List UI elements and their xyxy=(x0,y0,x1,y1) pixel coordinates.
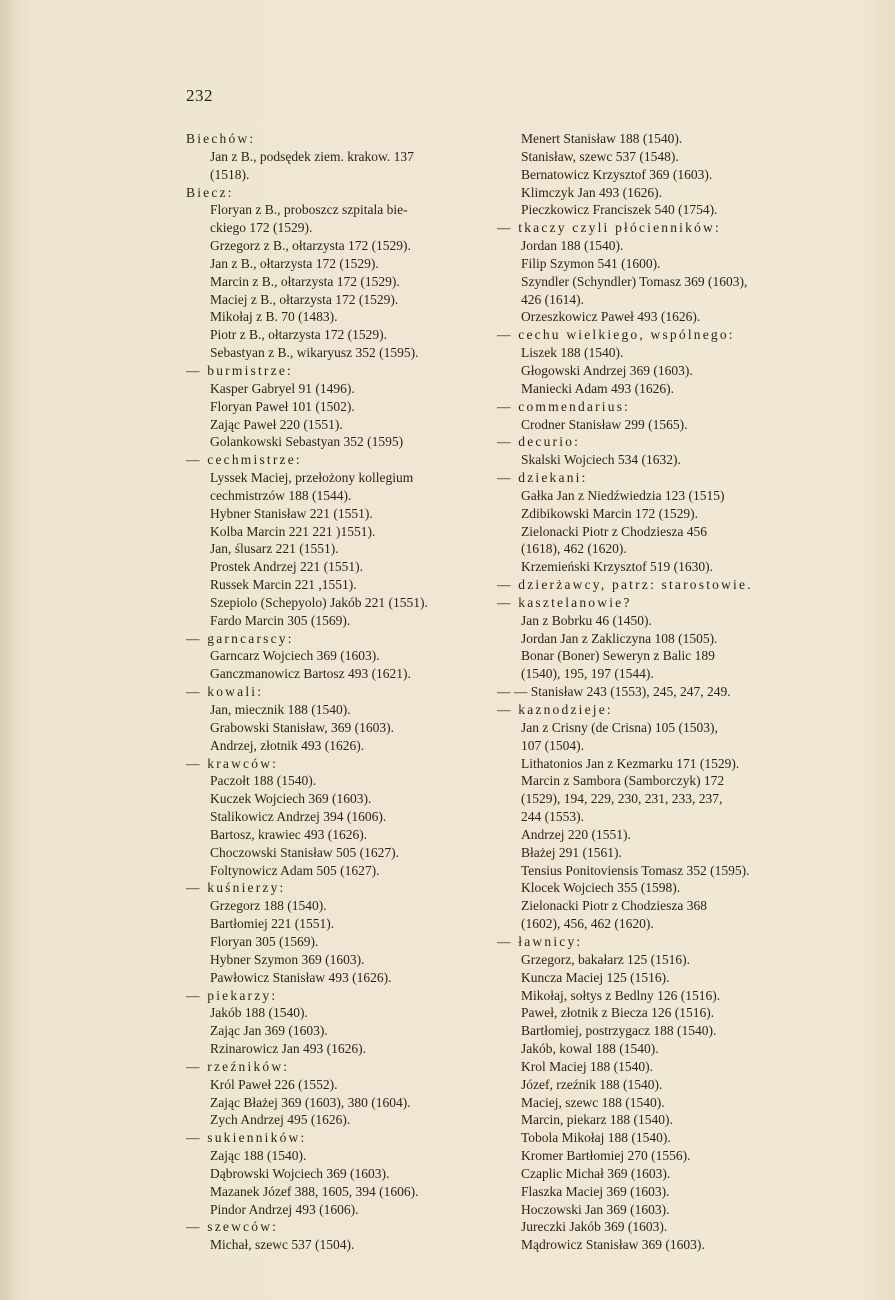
index-entry: Grzegorz z B., ołtarzysta 172 (1529). xyxy=(210,238,411,254)
index-entry: cechmistrzów 188 (1544). xyxy=(210,487,352,503)
index-entry: Szyndler (Schyndler) Tomasz 369 (1603), xyxy=(521,273,748,289)
index-heading: — cechmistrze: xyxy=(186,452,302,468)
index-entry: Zając Błażej 369 (1603), 380 (1604). xyxy=(210,1094,411,1110)
index-entry: Krzemieński Krzysztof 519 (1630). xyxy=(521,559,713,575)
index-entry: (1540), 195, 197 (1544). xyxy=(521,666,654,682)
index-entry: Bernatowicz Krzysztof 369 (1603). xyxy=(521,166,713,182)
index-entry: Ganczmanowicz Bartosz 493 (1621). xyxy=(210,666,411,682)
index-entry: Piotr z B., ołtarzysta 172 (1529). xyxy=(210,327,387,343)
index-entry: Maciej z B., ołtarzysta 172 (1529). xyxy=(210,291,399,307)
index-entry: Jan z Crisny (de Crisna) 105 (1503), xyxy=(521,719,718,735)
index-entry: Stalikowicz Andrzej 394 (1606). xyxy=(210,809,387,825)
index-entry: Hybner Szymon 369 (1603). xyxy=(210,951,365,967)
index-entry: (1602), 456, 462 (1620). xyxy=(521,916,654,932)
index-entry: Pindor Andrzej 493 (1606). xyxy=(210,1201,359,1217)
index-heading: — dzierżawcy, patrz: starostowie. xyxy=(497,577,753,593)
index-entry: Zielonacki Piotr z Chodziesza 368 xyxy=(521,898,707,914)
index-entry: Skalski Wojciech 534 (1632). xyxy=(521,452,681,468)
index-entry: (1618), 462 (1620). xyxy=(521,541,627,557)
index-entry: Golankowski Sebastyan 352 (1595) xyxy=(210,434,404,450)
index-entry: Kolba Marcin 221 221 )1551). xyxy=(210,523,376,539)
index-entry: Maniecki Adam 493 (1626). xyxy=(521,380,674,396)
index-entry: Jan z Bobrku 46 (1450). xyxy=(521,612,652,628)
index-heading: — — Stanisław 243 (1553), 245, 247, 249. xyxy=(497,684,731,700)
index-entry: Bartłomiej, postrzygacz 188 (1540). xyxy=(521,1023,717,1039)
index-heading: — burmistrze: xyxy=(186,362,293,378)
index-entry: Stanisław, szewc 537 (1548). xyxy=(521,148,679,164)
index-entry: Jordan Jan z Zakliczyna 108 (1505). xyxy=(521,630,718,646)
index-entry: Kasper Gabryel 91 (1496). xyxy=(210,380,355,396)
index-entry: Jan z B., ołtarzysta 172 (1529). xyxy=(210,255,379,271)
index-entry: Bartłomiej 221 (1551). xyxy=(210,916,335,932)
index-entry: Zając 188 (1540). xyxy=(210,1148,307,1164)
index-heading: — decurio: xyxy=(497,434,581,450)
index-entry: Pawłowicz Stanisław 493 (1626). xyxy=(210,969,392,985)
index-heading: — kaznodzieje: xyxy=(497,702,613,717)
index-entry: Mikołaj z B. 70 (1483). xyxy=(210,309,338,325)
index-entry: Jakób 188 (1540). xyxy=(210,1005,308,1021)
index-entry: Tobola Mikołaj 188 (1540). xyxy=(521,1130,671,1146)
index-entry: Marcin, piekarz 188 (1540). xyxy=(521,1112,673,1128)
index-heading: — kowali: xyxy=(186,684,264,700)
index-entry: Dąbrowski Wojciech 369 (1603). xyxy=(210,1165,390,1181)
index-heading: — tkaczy czyli płócienników: xyxy=(497,220,721,236)
index-entry: Flaszka Maciej 369 (1603). xyxy=(521,1183,670,1199)
index-entry: Jan, ślusarz 221 (1551). xyxy=(210,541,339,557)
index-entry: Liszek 188 (1540). xyxy=(521,345,624,361)
index-heading: — kuśnierzy: xyxy=(186,880,286,896)
index-entry: Pieczkowicz Franciszek 540 (1754). xyxy=(521,202,718,218)
page-number: 232 xyxy=(186,86,213,105)
index-entry: Foltynowicz Adam 505 (1627). xyxy=(210,862,380,878)
index-entry: Choczowski Stanisław 505 (1627). xyxy=(210,844,399,860)
index-entry: Zając Paweł 220 (1551). xyxy=(210,416,343,432)
index-entry: Russek Marcin 221 ,1551). xyxy=(210,577,357,593)
index-entry: Klimczyk Jan 493 (1626). xyxy=(521,184,662,200)
index-entry: Lithatonios Jan z Kezmarku 171 (1529). xyxy=(521,755,740,771)
index-entry: Grabowski Stanisław, 369 (1603). xyxy=(210,719,394,735)
index-entry: Gałka Jan z Niedźwiedzia 123 (1515) xyxy=(521,487,725,503)
index-entry: 426 (1614). xyxy=(521,291,584,307)
index-entry: Mądrowicz Stanisław 369 (1603). xyxy=(521,1237,705,1253)
index-entry: Jan, miecznik 188 (1540). xyxy=(210,702,351,717)
index-entry: (1529), 194, 229, 230, 231, 233, 237, xyxy=(521,791,723,807)
index-entry: Michał, szewc 537 (1504). xyxy=(210,1237,355,1253)
index-entry: Zielonacki Piotr z Chodziesza 456 xyxy=(521,523,707,539)
index-entry: Król Paweł 226 (1552). xyxy=(210,1076,338,1092)
index-entry: 107 (1504). xyxy=(521,737,584,753)
index-entry: Jan z B., podsędek ziem. krakow. 137 xyxy=(210,148,414,164)
index-heading: — dziekani: xyxy=(497,470,588,486)
index-entry: Mikołaj, sołtys z Bedlny 126 (1516). xyxy=(521,987,721,1003)
index-entry: Zych Andrzej 495 (1626). xyxy=(210,1112,351,1128)
index-entry: ckiego 172 (1529). xyxy=(210,220,313,236)
index-entry: Paweł, złotnik z Biecza 126 (1516). xyxy=(521,1005,715,1021)
index-heading: — krawców: xyxy=(186,755,279,771)
index-entry: Kromer Bartłomiej 270 (1556). xyxy=(521,1148,691,1164)
index-entry: Andrzej 220 (1551). xyxy=(521,826,631,842)
index-heading: Biechów: xyxy=(186,131,256,146)
index-entry: Mazanek Józef 388, 1605, 394 (1606). xyxy=(210,1183,419,1199)
index-entry: Zdibikowski Marcin 172 (1529). xyxy=(521,505,698,521)
index-entry: Hybner Stanisław 221 (1551). xyxy=(210,505,373,521)
index-entry: Jordan 188 (1540). xyxy=(521,238,624,254)
index-entry: Błażej 291 (1561). xyxy=(521,844,622,860)
index-entry: Krol Maciej 188 (1540). xyxy=(521,1058,653,1074)
index-entry: Sebastyan z B., wikaryusz 352 (1595). xyxy=(210,345,419,361)
index-entry: 244 (1553). xyxy=(521,809,584,825)
index-entry: Tensius Ponitoviensis Tomasz 352 (1595). xyxy=(521,862,750,878)
index-entry: Rzinarowicz Jan 493 (1626). xyxy=(210,1041,366,1057)
index-entry: Jakób, kowal 188 (1540). xyxy=(521,1041,659,1057)
index-heading: — ławnicy: xyxy=(497,933,583,949)
left-column xyxy=(186,130,486,1254)
index-entry: Filip Szymon 541 (1600). xyxy=(521,255,661,271)
index-entry: Marcin z Sambora (Samborczyk) 172 xyxy=(521,773,725,789)
index-entry: Marcin z B., ołtarzysta 172 (1529). xyxy=(210,273,400,289)
index-entry: Maciej, szewc 188 (1540). xyxy=(521,1094,665,1110)
index-entry: Menert Stanisław 188 (1540). xyxy=(521,131,683,146)
index-entry: Bonar (Boner) Seweryn z Balic 189 xyxy=(521,648,715,664)
index-heading: — rzeźników: xyxy=(186,1058,290,1074)
index-entry: Paczołt 188 (1540). xyxy=(210,773,317,789)
index-heading: — cechu wielkiego, wspólnego: xyxy=(497,327,735,343)
index-heading: Biecz: xyxy=(186,184,234,200)
index-heading: — kasztelanowie? xyxy=(497,594,632,610)
index-entry: Floryan 305 (1569). xyxy=(210,933,319,949)
index-entry: Kuncza Maciej 125 (1516). xyxy=(521,969,670,985)
index-entry: Głogowski Andrzej 369 (1603). xyxy=(521,362,693,378)
index-heading: — garncarscy: xyxy=(186,630,294,646)
index-entry: Prostek Andrzej 221 (1551). xyxy=(210,559,363,575)
index-entry: Kuczek Wojciech 369 (1603). xyxy=(210,791,372,807)
index-entry: Jureczki Jakób 369 (1603). xyxy=(521,1219,668,1235)
index-entry: Floryan z B., proboszcz szpitala bie- xyxy=(210,202,408,218)
index-entry: Lyssek Maciej, przełożony kollegium xyxy=(210,470,414,486)
index-heading: — szewców: xyxy=(186,1219,279,1235)
index-entry: Garncarz Wojciech 369 (1603). xyxy=(210,648,380,664)
index-entry: Crodner Stanisław 299 (1565). xyxy=(521,416,688,432)
index-heading: — commendarius: xyxy=(497,398,631,414)
index-entry: Hoczowski Jan 369 (1603). xyxy=(521,1201,670,1217)
index-entry: Klocek Wojciech 355 (1598). xyxy=(521,880,681,896)
index-entry: Fardo Marcin 305 (1569). xyxy=(210,612,351,628)
index-entry: Zając Jan 369 (1603). xyxy=(210,1023,328,1039)
index-entry: Floryan Paweł 101 (1502). xyxy=(210,398,355,414)
index-entry: Grzegorz, bakałarz 125 (1516). xyxy=(521,951,691,967)
index-entry: Czaplic Michał 369 (1603). xyxy=(521,1165,671,1181)
index-entry: Bartosz, krawiec 493 (1626). xyxy=(210,826,368,842)
index-entry: Grzegorz 188 (1540). xyxy=(210,898,327,914)
right-column xyxy=(497,130,785,1254)
index-heading: — sukienników: xyxy=(186,1130,307,1146)
index-entry: Orzeszkowicz Paweł 493 (1626). xyxy=(521,309,701,325)
index-entry: Józef, rzeźnik 188 (1540). xyxy=(521,1076,663,1092)
index-entry: Andrzej, złotnik 493 (1626). xyxy=(210,737,365,753)
index-entry: (1518). xyxy=(210,166,250,182)
index-entry: Szepiolo (Schepyolo) Jakób 221 (1551). xyxy=(210,594,428,610)
index-heading: — piekarzy: xyxy=(186,987,278,1003)
